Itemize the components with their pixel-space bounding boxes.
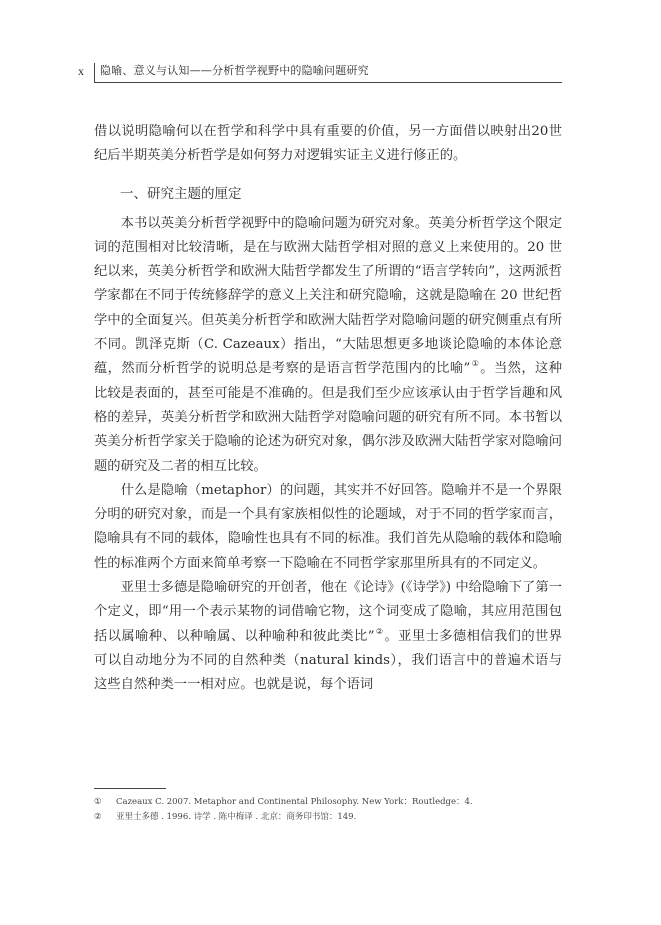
running-title: 隐喻、意义与认知——分析哲学视野中的隐喻问题研究 <box>100 64 369 77</box>
paragraph-text: 。当然，这种比较是表面的，甚至可能是不准确的。但是我们至少应该承认由于哲学旨趣和风格的差异，英美分析哲学和欧洲大陆哲学对隐喻问题的研究有所不同。本书暂以英美分析哲学家关于隐喻的论述为研究对象，偶尔涉及欧洲大陆哲学家对隐喻问题的研究及二者的相互比较。 <box>94 361 562 474</box>
footnote-2 <box>94 810 562 825</box>
paragraph-text: 。亚里士多德相信我们的世界可以自动地分为不同的自然种类（natural kinds），我们语言中的普遍术语与这些自然种类一一相对应。也就是说，每个语词 <box>94 628 562 693</box>
footnote-mark: ① <box>94 797 102 807</box>
footnote-1 <box>94 795 562 810</box>
body-text <box>94 120 562 698</box>
section-heading: 一、研究主题的厘定 <box>120 185 242 202</box>
footnote-ref-1[interactable]: ① <box>471 359 480 369</box>
footnote-text: Cazeaux C. 2007. Metaphor and Continental Philosophy. New York：Routledge：4. <box>116 797 473 807</box>
footnote-ref-2[interactable]: ② <box>375 626 384 636</box>
paragraph-text: 本书以英美分析哲学视野中的隐喻问题为研究对象。英美分析哲学这个限定词的范围相对比较清晰，是在与欧洲大陆哲学相对照的意义上来使用的。20 世纪以来，英美分析哲学和欧洲大陆哲学都发生了所谓的“语言学转向”，这两派哲学家都在不同于传统修辞学的意义上关注和研究隐喻，这就是隐喻在 20 世纪哲学中的全面复兴。但英美分析哲学和欧洲大陆哲学对隐喻问题的研究侧重点有所不同。凯泽克斯（C. Cazeaux）指出，“大陆思想更多地谈论隐喻的本体论意蕴，然而分析哲学的说明总是考察的是语言哲学范围内的比喻” <box>94 215 562 377</box>
paragraph-aristotle <box>94 576 562 697</box>
page-number: x <box>78 64 84 78</box>
footnote-mark: ② <box>94 812 102 822</box>
paragraph-research-object <box>94 212 562 479</box>
footnotes <box>94 795 562 825</box>
header-divider <box>94 63 95 82</box>
paragraph-what-is-metaphor: 什么是隐喻（metaphor）的问题，其实并不好回答。隐喻并不是一个界限分明的研究对象，而是一个具有家族相似性的论题域，对于不同的哲学家而言，隐喻具有不同的载体，隐喻性也具有不同的标准。我们首先从隐喻的载体和隐喻性的标准两个方面来简单考察一下隐喻在不同哲学家那里所具有的不同定义。 <box>94 482 562 571</box>
paragraph-text: 亚里士多德是隐喻研究的开创者，他在《论诗》(《诗学》) 中给隐喻下了第一个定义，即“用一个表示某物的词借喻它物，这个词变成了隐喻，其应用范围包括以属喻种、以种喻属、以种喻种和彼此类比” <box>94 580 562 644</box>
footnote-rule <box>94 788 166 789</box>
running-header <box>78 60 562 83</box>
paragraph-continued: 借以说明隐喻何以在哲学和科学中具有重要的价值，另一方面借以映射出20世纪后半期英美分析哲学是如何努力对逻辑实证主义进行修正的。 <box>94 124 562 164</box>
footnote-text: 亚里士多德 . 1996. 诗学 . 陈中梅译 . 北京：商务印书馆：149. <box>116 812 357 822</box>
